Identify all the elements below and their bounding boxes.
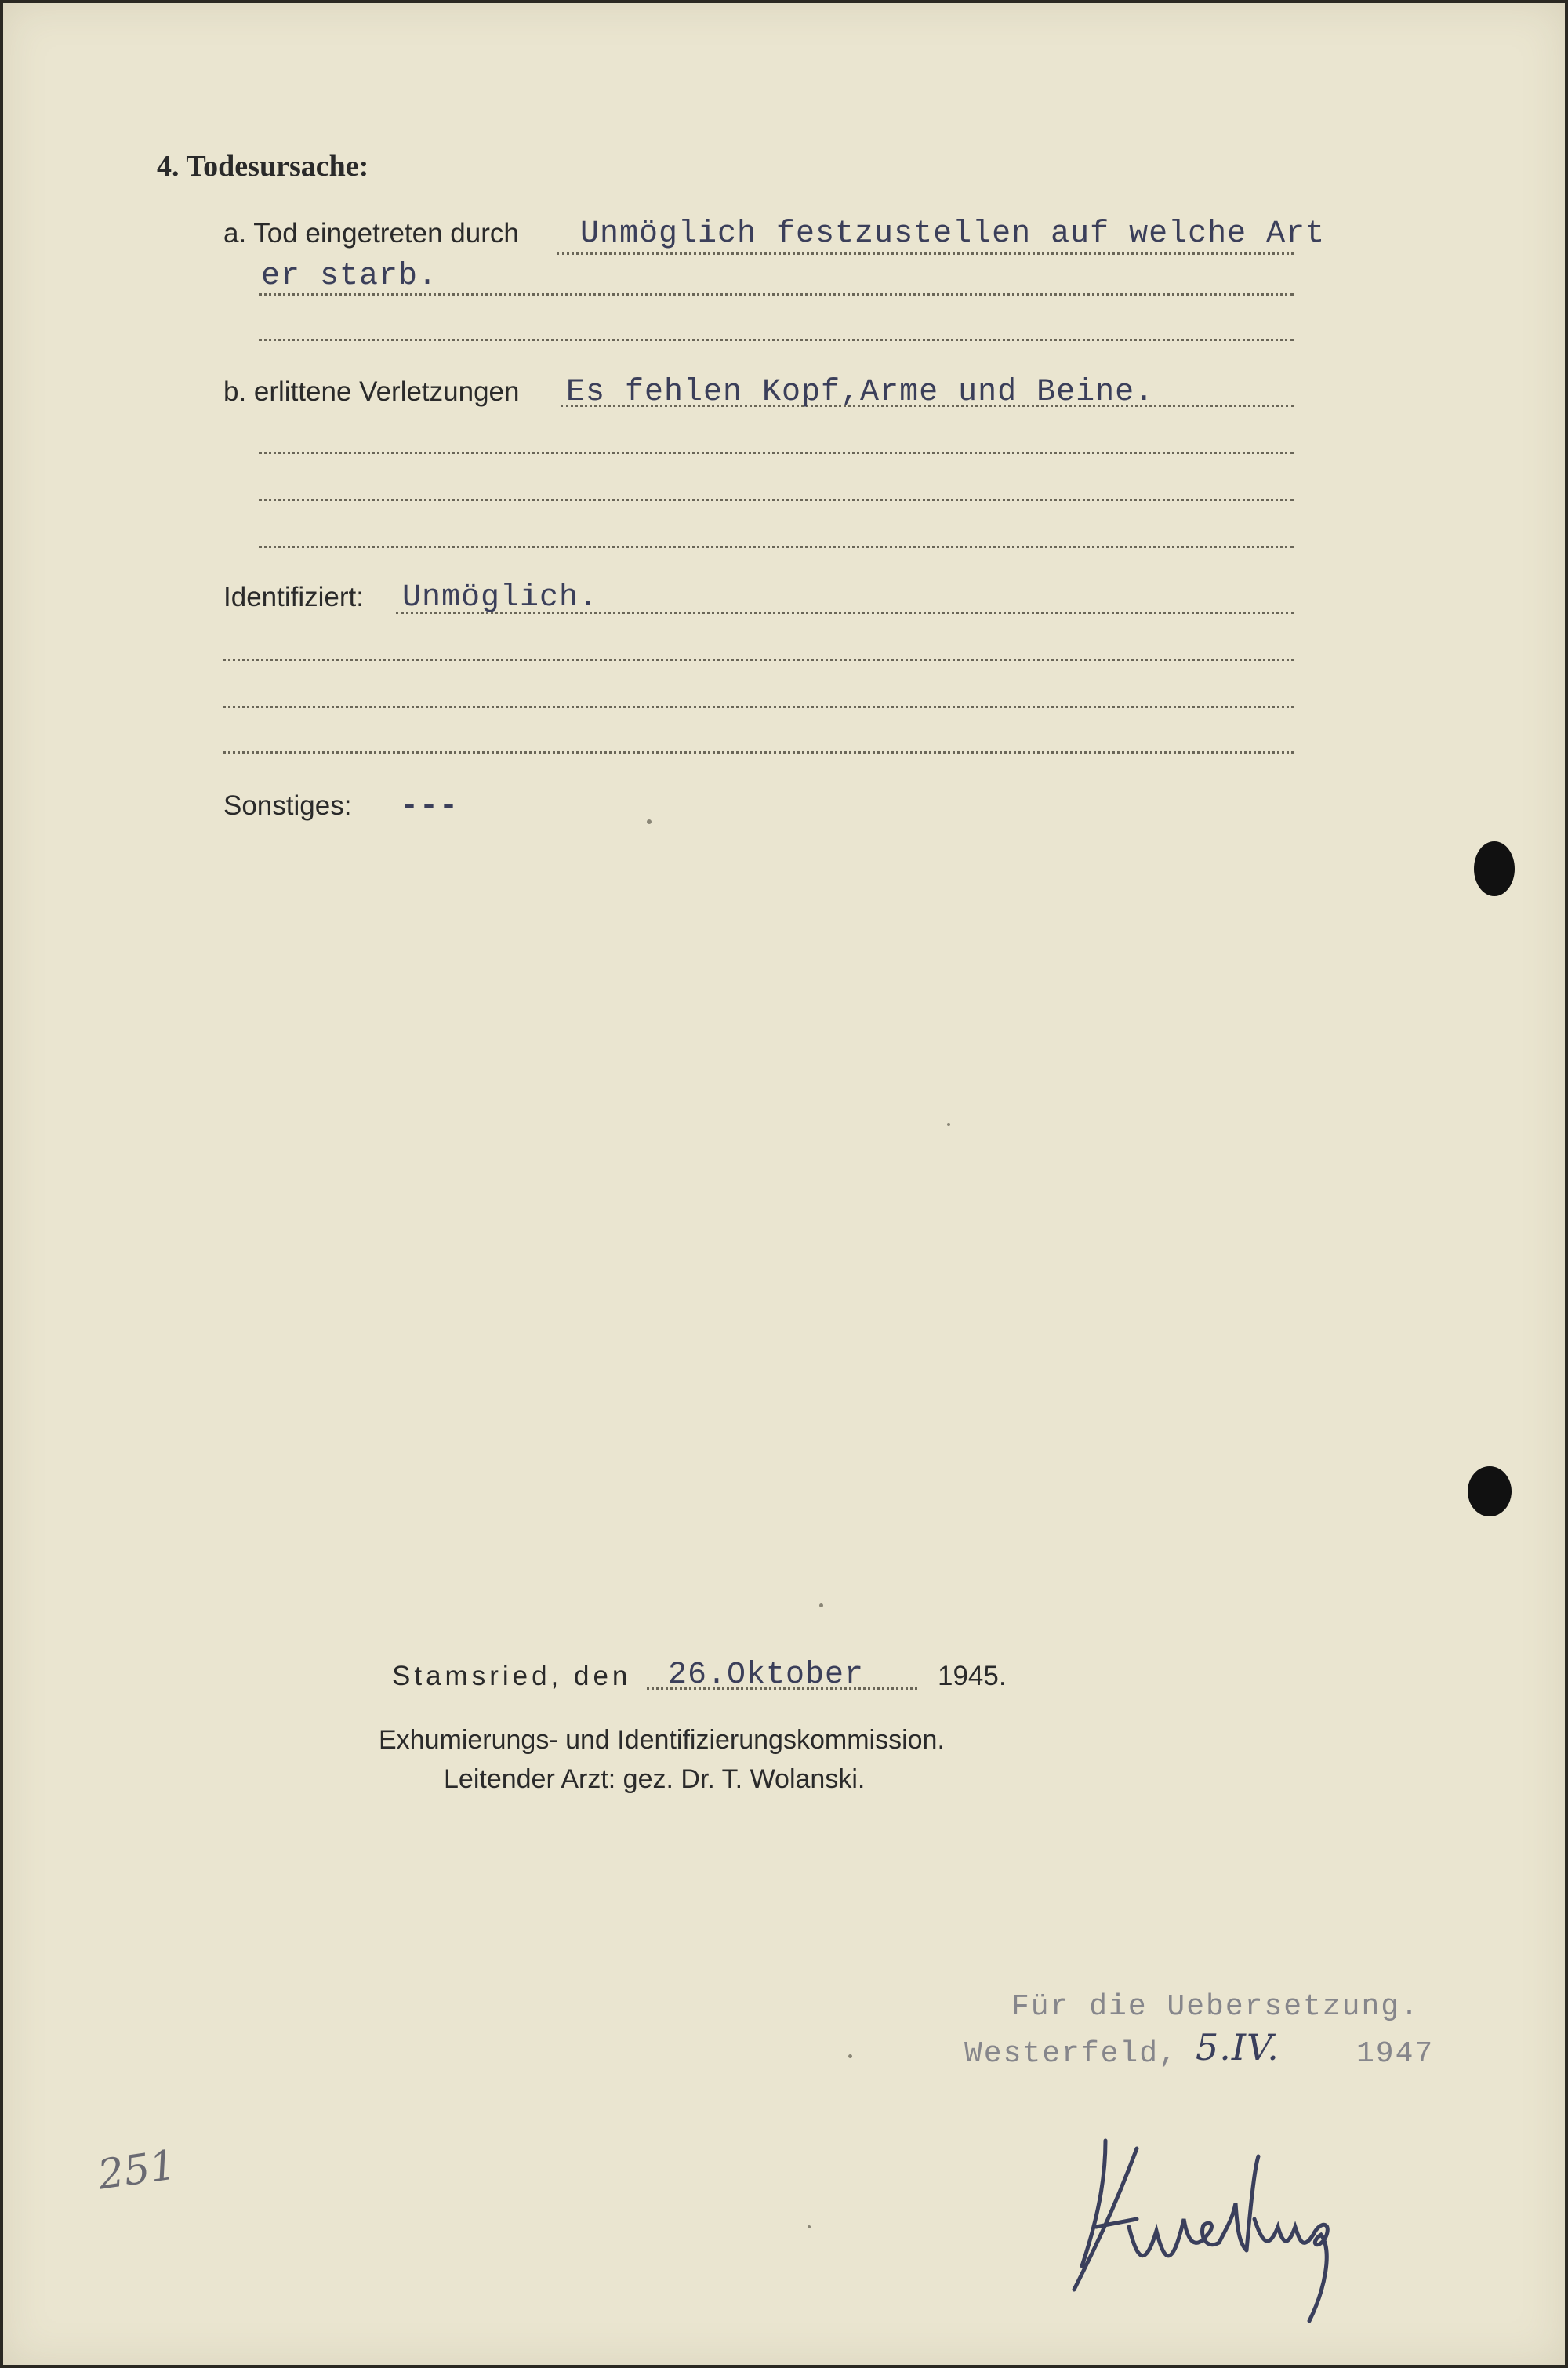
cause-b-label: b. erlittene Verletzungen	[223, 376, 520, 407]
identified-value: Unmöglich.	[402, 580, 599, 616]
identified-line-4	[223, 751, 1294, 754]
translation-stamp-line1: Für die Uebersetzung.	[1011, 1990, 1420, 2024]
punch-hole-lower	[1468, 1466, 1512, 1516]
cause-a-line-1	[557, 252, 1294, 255]
footer-year: 1945.	[938, 1661, 1007, 1691]
identified-line-2	[223, 659, 1294, 661]
cause-a-label: a. Tod eingetreten durch	[223, 218, 519, 249]
identified-label: Identifiziert:	[223, 582, 364, 612]
translation-stamp-date: 5.IV.	[1196, 2026, 1279, 2068]
section-heading: 4. Todesursache:	[157, 150, 369, 183]
translation-stamp-year: 1947	[1356, 2037, 1435, 2071]
other-label: Sonstiges:	[223, 790, 352, 821]
footer-place-label: Stamsried, den	[392, 1661, 632, 1691]
paper-speck	[947, 1123, 950, 1126]
paper-speck	[819, 1603, 823, 1607]
footer-commission: Exhumierungs- und Identifizierungskommission.	[379, 1725, 945, 1755]
paper-speck	[808, 2225, 811, 2228]
footer-doctor: Leitender Arzt: gez. Dr. T. Wolanski.	[444, 1764, 866, 1794]
paper-speck	[848, 2054, 852, 2058]
cause-b-line-3	[259, 499, 1294, 501]
footer-date-value: 26.Oktober	[668, 1658, 865, 1693]
cause-a-line-3	[259, 339, 1294, 341]
handwritten-signature	[1051, 2133, 1364, 2337]
other-value: ---	[400, 789, 459, 824]
cause-b-line-4	[259, 546, 1294, 548]
cause-b-line-2	[259, 452, 1294, 454]
paper-speck	[647, 819, 652, 824]
cause-a-value-line2: er starb.	[261, 259, 438, 294]
punch-hole-upper	[1474, 841, 1515, 896]
identified-line-3	[223, 706, 1294, 708]
translation-stamp-place: Westerfeld,	[964, 2037, 1178, 2071]
cause-a-value-line1: Unmöglich festzustellen auf welche Art	[580, 216, 1326, 252]
margin-note: 251	[95, 2141, 179, 2199]
cause-b-value: Es fehlen Kopf,Arme und Beine.	[566, 375, 1155, 410]
